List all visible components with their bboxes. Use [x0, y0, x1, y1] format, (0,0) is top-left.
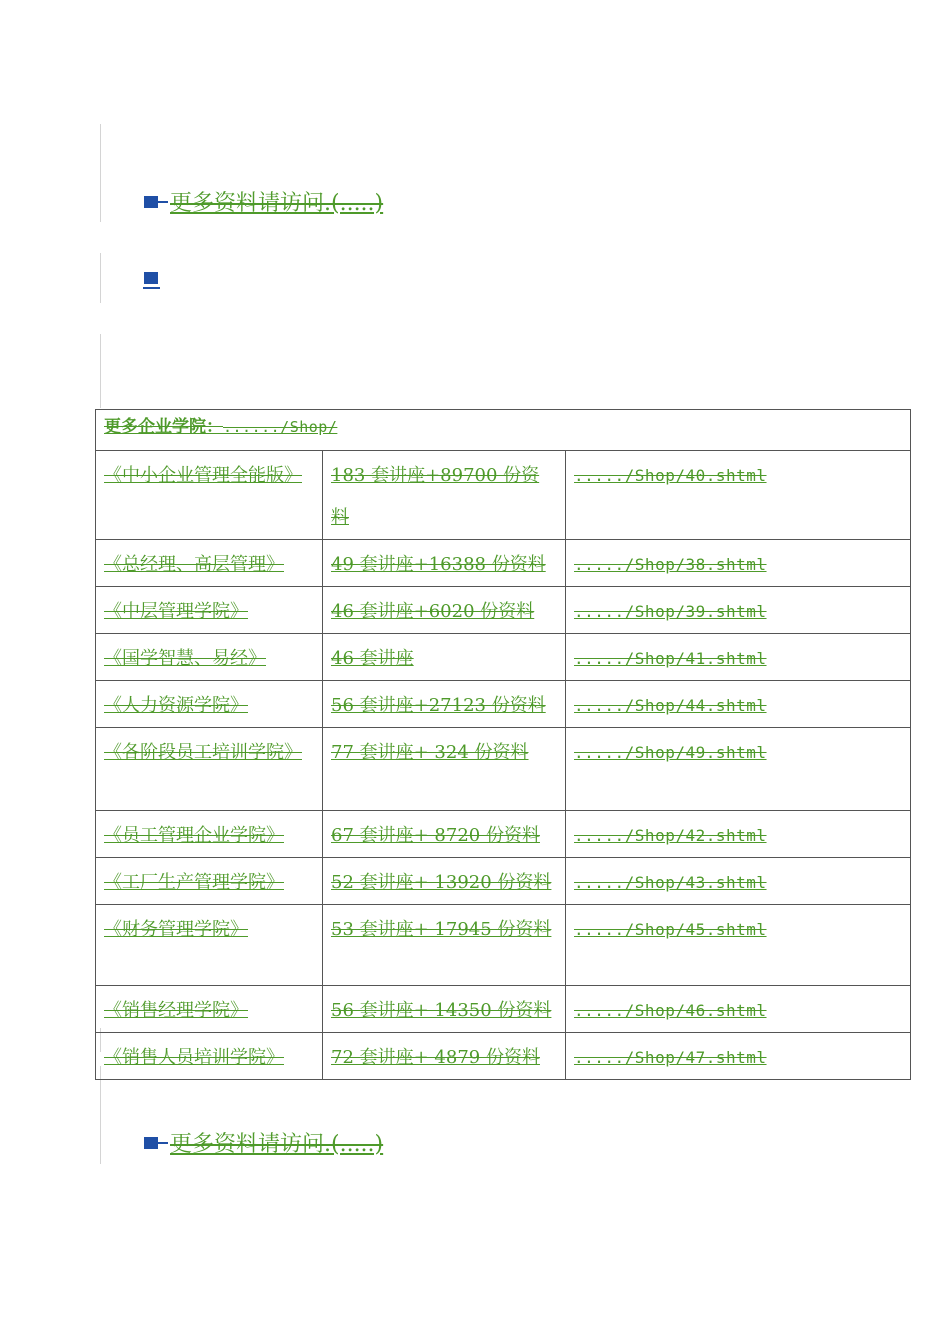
url-cell — [566, 728, 911, 811]
name-cell — [96, 986, 323, 1033]
bullet-tail — [158, 201, 168, 203]
desc-cell — [323, 1033, 566, 1080]
desc-cell — [323, 728, 566, 811]
desc-cell — [323, 634, 566, 681]
academy-desc-link[interactable]: 53 套讲座+ 17945 份资料 — [331, 919, 552, 940]
shop-table — [95, 409, 911, 1080]
academy-name-link[interactable]: 《人力资源学院》 — [104, 695, 248, 716]
academy-desc-link[interactable]: 77 套讲座+ 324 份资料 — [331, 742, 529, 763]
desc-cell — [323, 811, 566, 858]
margin-rule — [100, 334, 101, 408]
academy-desc-link[interactable]: 46 套讲座+6020 份资料 — [331, 601, 535, 622]
table-row — [96, 811, 911, 858]
url-cell — [566, 858, 911, 905]
academy-url-link[interactable]: ...../Shop/38.shtml — [574, 555, 767, 574]
academy-url-link[interactable]: ...../Shop/44.shtml — [574, 696, 767, 715]
academy-url-link[interactable]: ...../Shop/45.shtml — [574, 920, 767, 939]
table-row — [96, 858, 911, 905]
academy-url-link[interactable]: ...../Shop/46.shtml — [574, 1001, 767, 1020]
name-cell — [96, 634, 323, 681]
table-header-row — [96, 410, 911, 451]
academy-name-link[interactable]: 《中小企业管理全能版》 — [104, 465, 302, 486]
academy-desc-link[interactable]: 183 套讲座+89700 份资料 — [331, 465, 540, 528]
academy-name-link[interactable]: 《各阶段员工培训学院》 — [104, 742, 302, 763]
academy-url-link[interactable]: ...../Shop/49.shtml — [574, 743, 767, 762]
desc-cell — [323, 858, 566, 905]
academy-name-link[interactable]: 《国学智慧、易经》 — [104, 648, 266, 669]
url-cell — [566, 681, 911, 728]
url-cell — [566, 451, 911, 540]
url-cell — [566, 634, 911, 681]
academy-url-link[interactable]: ...../Shop/47.shtml — [574, 1048, 767, 1067]
header-cell — [96, 410, 911, 451]
url-cell — [566, 540, 911, 587]
url-cell — [566, 905, 911, 986]
academy-name-link[interactable]: 《财务管理学院》 — [104, 919, 248, 940]
academy-name-link[interactable]: 《员工管理企业学院》 — [104, 825, 284, 846]
academy-url-link[interactable]: ...../Shop/42.shtml — [574, 826, 767, 845]
table-row — [96, 905, 911, 986]
name-cell — [96, 1033, 323, 1080]
url-cell — [566, 811, 911, 858]
academy-name-link[interactable]: 《中层管理学院》 — [104, 601, 248, 622]
name-cell — [96, 858, 323, 905]
academy-name-link[interactable]: 《销售人员培训学院》 — [104, 1047, 284, 1068]
margin-rule — [100, 124, 101, 222]
url-cell — [566, 986, 911, 1033]
table-row — [96, 986, 911, 1033]
academy-desc-link[interactable]: 46 套讲座 — [331, 648, 414, 669]
top-link-row — [144, 186, 383, 217]
header-link[interactable] — [104, 417, 337, 437]
table-row — [96, 540, 911, 587]
academy-desc-link[interactable]: 67 套讲座+ 8720 份资料 — [331, 825, 540, 846]
name-cell — [96, 905, 323, 986]
square-bullet-icon — [144, 272, 158, 284]
url-cell — [566, 587, 911, 634]
table-row — [96, 451, 911, 540]
academy-desc-link[interactable]: 52 套讲座+ 13920 份资料 — [331, 872, 552, 893]
empty-bullet-row — [144, 272, 158, 284]
header-url: ....../Shop/ — [223, 418, 338, 436]
academy-desc-link[interactable]: 72 套讲座+ 4879 份资料 — [331, 1047, 540, 1068]
square-bullet-icon — [144, 1137, 158, 1149]
table-row — [96, 587, 911, 634]
academy-desc-link[interactable]: 49 套讲座+16388 份资料 — [331, 554, 546, 575]
bullet-tail — [158, 1142, 168, 1144]
name-cell — [96, 540, 323, 587]
academy-name-link[interactable]: 《总经理、高层管理》 — [104, 554, 284, 575]
academy-desc-link[interactable]: 56 套讲座+ 14350 份资料 — [331, 1000, 552, 1021]
table-row — [96, 634, 911, 681]
academy-url-link[interactable]: ...../Shop/39.shtml — [574, 602, 767, 621]
top-visit-link[interactable]: 更多资料请访问.(.....) — [170, 191, 384, 216]
square-bullet-icon — [144, 196, 158, 208]
desc-cell — [323, 986, 566, 1033]
name-cell — [96, 811, 323, 858]
academy-url-link[interactable]: ...../Shop/40.shtml — [574, 466, 767, 485]
margin-rule — [100, 1066, 101, 1164]
desc-cell — [323, 451, 566, 540]
table-row — [96, 728, 911, 811]
academy-name-link[interactable]: 《销售经理学院》 — [104, 1000, 248, 1021]
table-row — [96, 681, 911, 728]
academy-desc-link[interactable]: 56 套讲座+27123 份资料 — [331, 695, 546, 716]
academy-url-link[interactable]: ...../Shop/41.shtml — [574, 649, 767, 668]
url-cell — [566, 1033, 911, 1080]
desc-cell — [323, 587, 566, 634]
table-row — [96, 1033, 911, 1080]
header-label: 更多企业学院： — [104, 417, 223, 437]
bottom-link-row — [144, 1127, 383, 1158]
desc-cell — [323, 905, 566, 986]
academy-name-link[interactable]: 《工厂生产管理学院》 — [104, 872, 284, 893]
bottom-visit-link[interactable]: 更多资料请访问.(.....) — [170, 1132, 384, 1157]
name-cell — [96, 728, 323, 811]
name-cell — [96, 587, 323, 634]
desc-cell — [323, 540, 566, 587]
name-cell — [96, 681, 323, 728]
desc-cell — [323, 681, 566, 728]
academy-url-link[interactable]: ...../Shop/43.shtml — [574, 873, 767, 892]
name-cell — [96, 451, 323, 540]
margin-rule — [100, 253, 101, 303]
